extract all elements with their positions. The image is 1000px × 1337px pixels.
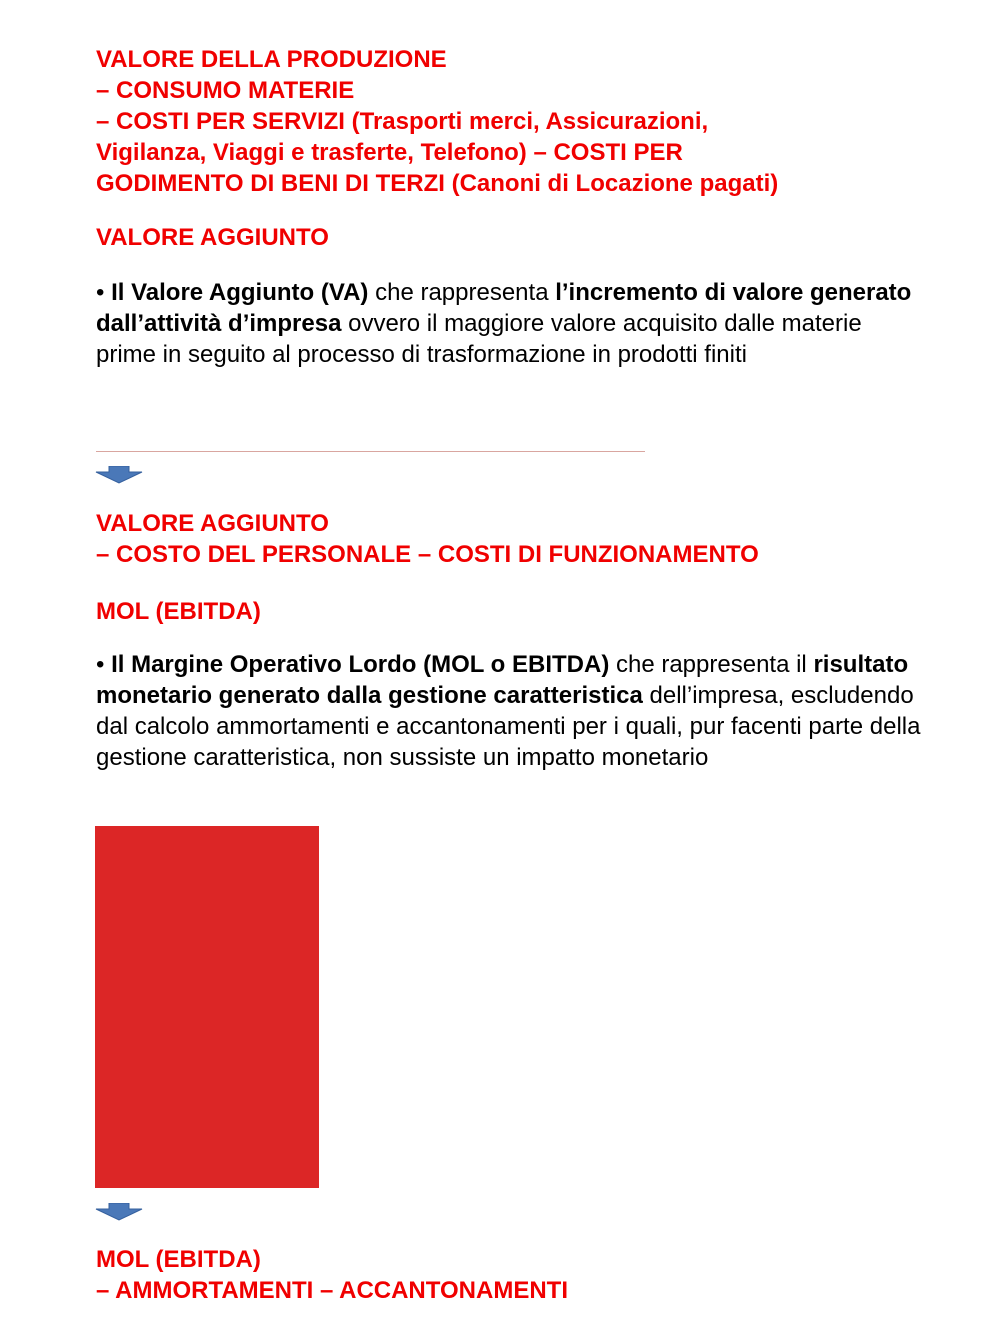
va-emphasis: l’incremento di valore generato dall’attività d’impresa bbox=[96, 279, 912, 337]
mol-text-1: che rappresenta il bbox=[609, 651, 814, 678]
formula-block-value-added: VALORE AGGIUNTO – COSTO DEL PERSONALE – COSTI DI FUNZIONAMENTO bbox=[96, 510, 759, 568]
down-arrow-icon bbox=[95, 1203, 143, 1221]
formula-block-production: VALORE DELLA PRODUZIONE – CONSUMO MATERIE – COSTI PER SERVIZI (Trasporti merci, Assicurazioni, Vigilanza, Viaggi e trasferte, Telefono) – COSTI PER GODIMENTO DI BENI DI TERZI (Canoni di Locazione pagati) bbox=[96, 46, 779, 197]
mol-description bbox=[96, 649, 926, 773]
va-text-2: ovvero il maggiore valore acquisito dalle materie prime in seguito al processo di trasformazione in prodotti finiti bbox=[96, 310, 862, 368]
heading-mol: MOL (EBITDA) bbox=[96, 598, 261, 625]
divider-line bbox=[96, 451, 645, 452]
formula-block-mol: MOL (EBITDA) – AMMORTAMENTI – ACCANTONAMENTI bbox=[96, 1246, 568, 1304]
bullet: • bbox=[96, 651, 112, 678]
va-description bbox=[96, 277, 926, 370]
heading-valore-aggiunto: VALORE AGGIUNTO bbox=[96, 224, 329, 251]
mol-term: Il Margine Operativo Lordo (MOL o EBITDA) bbox=[111, 651, 610, 678]
mol-text-2: dell’impresa, escludendo dal calcolo ammortamenti e accantonamenti per i quali, pur facenti parte della gestione caratteristica, non sussiste un impatto monetario bbox=[96, 682, 921, 771]
va-term: Il Valore Aggiunto (VA) bbox=[111, 279, 369, 306]
mol-emphasis: risultato monetario generato dalla gestione caratteristica bbox=[96, 651, 909, 709]
va-text-1: che rappresenta bbox=[368, 279, 556, 306]
down-arrow-icon bbox=[95, 466, 143, 484]
bullet: • bbox=[96, 279, 112, 306]
red-block-shape bbox=[95, 826, 319, 1188]
